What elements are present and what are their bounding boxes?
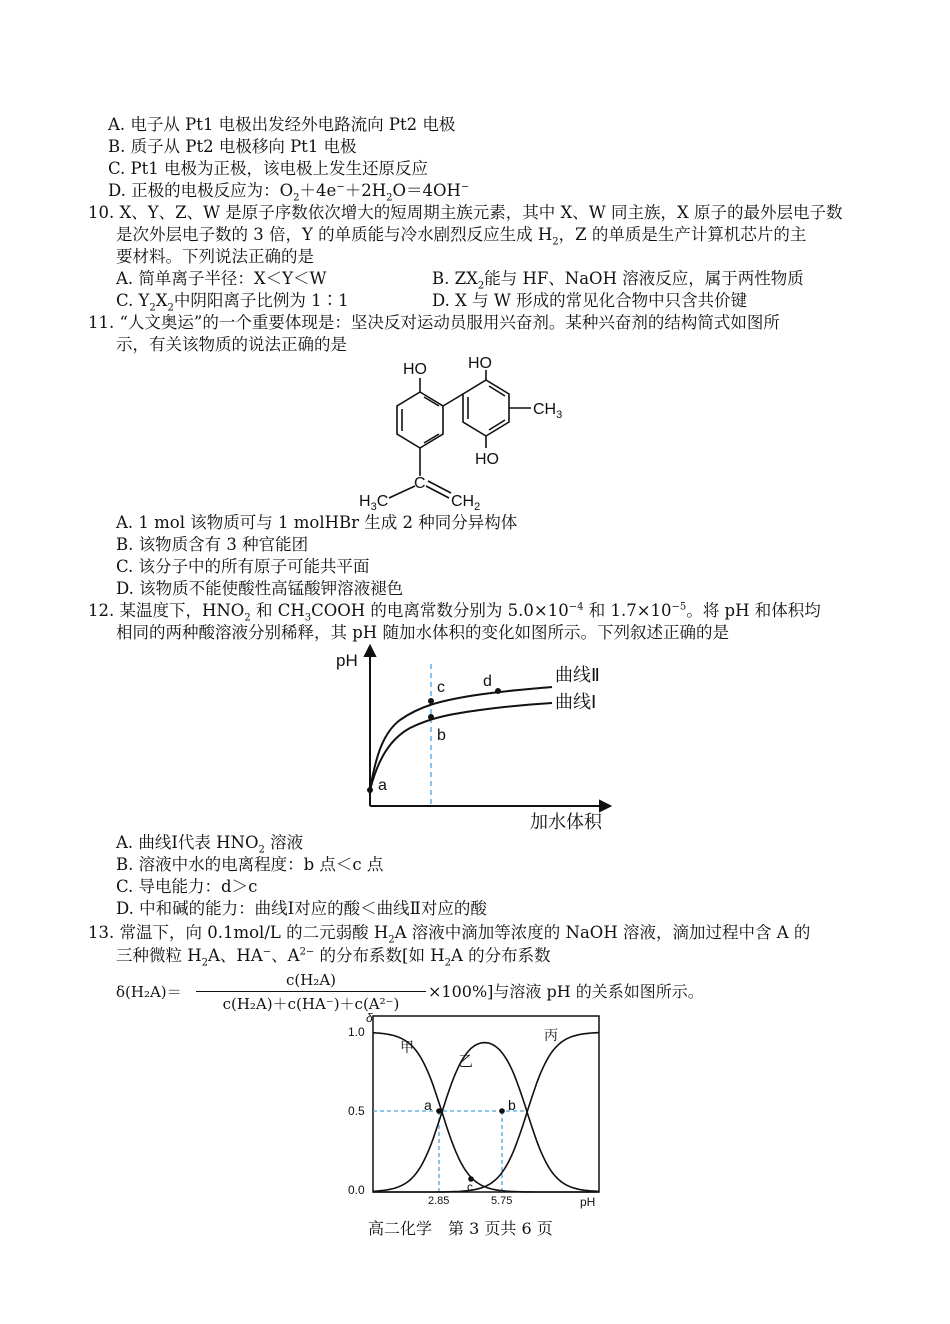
ytick-1: 1.0 xyxy=(348,1025,365,1039)
ytick-05: 0.5 xyxy=(348,1104,365,1118)
q10-option-b: B. $ZX_2$能与 HF、NaOH 溶液反应，属于两性物质 xyxy=(432,269,804,292)
series-yi-label: 乙 xyxy=(458,1053,474,1070)
page-footer: 高二化学 第 3 页共 6 页 xyxy=(368,1219,553,1238)
curve-ii-label: 曲线Ⅱ xyxy=(555,665,600,685)
curve-yi-ha xyxy=(373,1043,599,1192)
structure-ch3: $CH_3$ xyxy=(533,401,563,421)
q13-distribution-chart xyxy=(340,1010,610,1210)
q12-option-a: A. 曲线Ⅰ代表 $HNO_2$ 溶液 xyxy=(116,833,304,856)
q9-option-d: D. 正极的电极反应为：$O_2+4e^-+2H_2O=4OH^-$ xyxy=(108,181,470,204)
q11-option-c: C. 该分子中的所有原子可能共平面 xyxy=(116,557,370,576)
x-axis-arrow xyxy=(600,801,610,811)
x-axis-label: pH xyxy=(580,1195,596,1209)
q11-structure-diagram xyxy=(355,352,595,516)
q13-stem-line2: 三种微粒 $H_2A$、HA−、$A^{2-}$ 的分布系数[如 $H_2A$ 的分布系数 xyxy=(116,946,551,969)
point-b-label: b xyxy=(508,1097,516,1113)
x-axis-label: 加水体积 xyxy=(530,812,602,832)
q12-option-d: D. 中和碱的能力：曲线Ⅰ对应的酸＜曲线Ⅱ对应的酸 xyxy=(116,899,487,918)
point-a-label: a xyxy=(378,777,387,794)
formula-lhs: δ(H₂A)＝ xyxy=(116,983,182,1001)
q10-stem-line3: 要材料。下列说法正确的是 xyxy=(116,247,314,266)
q9-option-b: B. 质子从 Pt2 电极移向 Pt1 电极 xyxy=(108,137,357,156)
formula-tail: ×100%]与溶液 pH 的关系如图所示。 xyxy=(428,982,704,1001)
formula-numerator: c(H₂A) xyxy=(285,971,337,989)
q10-option-d: D. X 与 W 形成的常见化合物中只含共价键 xyxy=(432,291,748,310)
formula-denominator: c(H₂A)＋c(HA⁻)＋c(A²⁻) xyxy=(222,995,400,1013)
point-b-marker xyxy=(499,1108,505,1114)
point-d-marker xyxy=(495,688,501,694)
q11-stem-line1: 11. “人文奥运”的一个重要体现是：坚决反对运动员服用兴奋剂。某种兴奋剂的结构简式如图所 xyxy=(88,313,780,332)
q12-option-c: C. 导电能力：d＞c xyxy=(116,877,258,896)
q12-ph-dilution-chart xyxy=(330,644,620,834)
ytick-0: 0.0 xyxy=(348,1183,365,1197)
q9-option-c: C. Pt1 电极为正极，该电极上发生还原反应 xyxy=(108,159,429,178)
curve-jia-h2a xyxy=(373,1033,599,1192)
point-a-label: a xyxy=(424,1097,432,1113)
structure-ho-2: HO xyxy=(468,355,492,372)
xtick-285: 2.85 xyxy=(428,1195,450,1207)
series-jia-label: 甲 xyxy=(400,1039,414,1055)
q11-option-a: A. 1 mol 该物质可与 1 molHBr 生成 2 种同分异构体 xyxy=(116,513,518,532)
structure-ch2: $CH_2$ xyxy=(451,493,481,513)
point-b-label: b xyxy=(437,727,446,744)
point-d-label: d xyxy=(483,673,492,690)
q10-stem-line1: 10. X、Y、Z、W 是原子序数依次增大的短周期主族元素，其中 X、W 同主族，X 原子的最外层电子数 xyxy=(88,203,843,222)
curve-i-line xyxy=(370,703,552,790)
y-axis-arrow xyxy=(365,646,375,656)
xtick-575: 5.75 xyxy=(491,1195,513,1207)
structure-ho-3: HO xyxy=(475,451,499,468)
q12-option-b: B. 溶液中水的电离程度：b 点＜c 点 xyxy=(116,855,384,874)
q12-stem-line2: 相同的两种酸溶液分别稀释，其 pH 随加水体积的变化如图所示。下列叙述正确的是 xyxy=(116,623,729,642)
point-c-label: c xyxy=(437,679,445,696)
point-a-marker xyxy=(367,787,373,793)
curve-bing-a2 xyxy=(373,1033,599,1192)
point-a-marker xyxy=(436,1108,442,1114)
curve-i-label: 曲线Ⅰ xyxy=(555,692,597,712)
structure-c: C xyxy=(414,475,426,492)
right-benzene-ring xyxy=(463,380,509,436)
left-benzene-ring xyxy=(397,392,443,448)
q10-option-c: C. $Y_2X_2$中阴阳离子比例为 1∶1 xyxy=(116,291,349,314)
q12-stem-line1: 12. 某温度下，$HNO_2$ 和 $CH_3COOH$ 的电离常数分别为 $5.0\times 10^{-4}$ 和 $1.7\times 10^{-5}$。将 pH 和体积均 xyxy=(88,601,821,624)
q9-option-a: A. 电子从 Pt1 电极出发经外电路流向 Pt2 电极 xyxy=(108,115,456,134)
series-bing-label: 丙 xyxy=(544,1027,558,1043)
q10-option-a: A. 简单离子半径：X＜Y＜W xyxy=(116,269,327,288)
point-b-marker xyxy=(428,714,434,720)
structure-h3c: $H_3C$ xyxy=(359,493,389,513)
point-c-label: c xyxy=(467,1180,473,1194)
q11-stem-line2: 示，有关该物质的说法正确的是 xyxy=(116,335,347,354)
point-c-marker xyxy=(428,698,434,704)
y-axis-label: δ xyxy=(366,1011,373,1025)
structure-ho-1: HO xyxy=(403,361,427,378)
q11-option-d: D. 该物质不能使酸性高锰酸钾溶液褪色 xyxy=(116,579,404,598)
y-axis-label: pH xyxy=(336,651,358,670)
q13-stem-line1: 13. 常温下，向 0.1mol/L 的二元弱酸 $H_2A$ 溶液中滴加等浓度的 NaOH 溶液，滴加过程中含 A 的 xyxy=(88,923,811,946)
formula-fraction-bar xyxy=(196,991,426,992)
q11-option-b: B. 该物质含有 3 种官能团 xyxy=(116,535,309,554)
q10-stem-line2: 是次外层电子数的 3 倍，Y 的单质能与冷水剧烈反应生成 $H_2$，Z 的单质是生产计算机芯片的主 xyxy=(116,225,807,248)
